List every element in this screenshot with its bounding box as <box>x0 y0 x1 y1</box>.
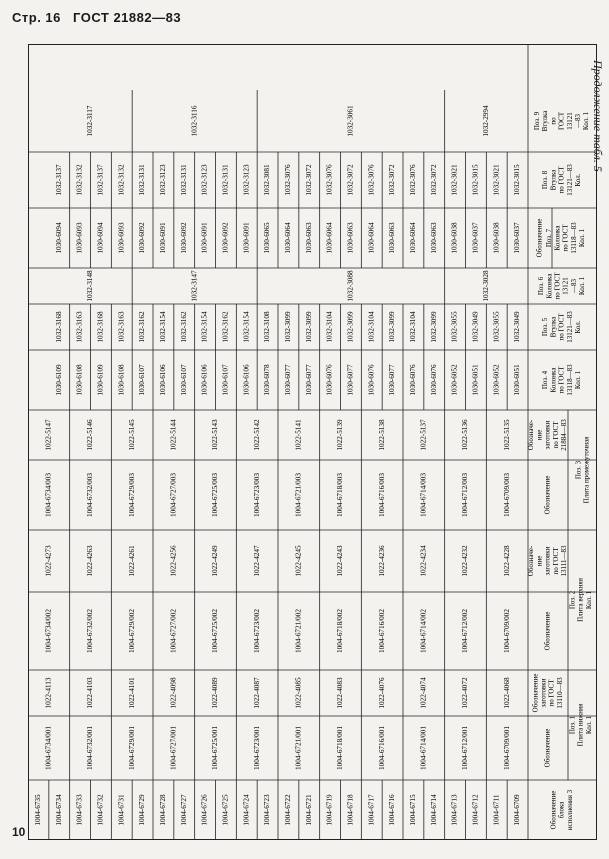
table-cell: 1030-6052 <box>450 364 459 396</box>
table-cell: 1004-6727/003 <box>169 473 178 517</box>
table-cell: 1032-3076 <box>284 164 293 196</box>
spec-table <box>28 44 597 840</box>
table-cell: 1030-6091 <box>242 222 251 254</box>
column-header-text: Обозначе- <box>527 545 536 577</box>
table-cell: 1030-6077 <box>346 364 355 396</box>
table-cell: 1004-6714/003 <box>419 473 428 517</box>
table-cell: 1022-5141 <box>294 419 303 451</box>
table-cell: 1030-6063 <box>304 222 313 254</box>
table-cell: 1030-6051 <box>471 364 480 396</box>
table-cell: 1022-4232 <box>461 545 470 577</box>
table-cell: 1030-6092 <box>179 222 188 254</box>
table-cell: 1004-6718/003 <box>336 473 345 517</box>
table-cell: 1030-6108 <box>75 364 84 396</box>
table-cell: 1032-3104 <box>409 311 418 343</box>
table-cell: 1022-5144 <box>169 419 178 451</box>
table-cell: 1004-6719 <box>325 794 334 826</box>
table-cell: 1004-6726 <box>200 794 209 826</box>
column-header-text: 13121—83 <box>565 311 574 343</box>
table-cell: 1032-3021 <box>450 164 459 196</box>
table-cell: 1032-3162 <box>138 311 147 343</box>
column-header-text: Поз. 2 <box>568 590 577 610</box>
table-cell: 1004-6729 <box>138 794 147 826</box>
table-cell: 1032-3072 <box>304 164 313 196</box>
column-header-text: 13121 <box>561 277 570 295</box>
table-cell: 1032-3081 <box>263 164 272 196</box>
table-cell: 1004-6721/003 <box>294 473 303 517</box>
table-cell: 1004-6727/001 <box>169 726 178 770</box>
table-cell: 1030-6037 <box>513 222 522 254</box>
table-cell: 1022-5135 <box>502 419 511 451</box>
table-cell: 1004-6718/002 <box>336 609 345 653</box>
table-cell: 1030-6094 <box>54 222 63 254</box>
table-cell: 1022-5139 <box>336 419 345 451</box>
column-header-text: заготовки <box>543 546 552 576</box>
column-header-text: Плита нижняя <box>576 703 585 747</box>
column-header-text: Поз. 3 <box>574 460 583 480</box>
table-cell: 1030-6037 <box>471 222 480 254</box>
table-cell: 1004-6716/002 <box>377 609 386 653</box>
column-header-text: 21884—83 <box>560 419 569 451</box>
table-cell: 1004-6732 <box>96 794 105 826</box>
table-cell: 1032-3137 <box>54 164 63 196</box>
column-header-text: 13118—83 <box>565 364 574 396</box>
table-cell: 1032-3099 <box>284 311 293 343</box>
table-cell: 1030-6076 <box>409 364 418 396</box>
table-cell: 1004-6716/001 <box>377 726 386 770</box>
column-header-text: по ГОСТ <box>557 166 566 194</box>
table-cell: 1004-6714 <box>429 794 438 826</box>
table-cell: 1022-4245 <box>294 545 303 577</box>
table-cell: 1022-4236 <box>377 545 386 577</box>
table-cell: 1032-3076 <box>325 164 334 196</box>
table-cell: 1032-3055 <box>492 311 501 343</box>
column-header-text: по ГОСТ <box>551 547 560 575</box>
table-cell: 1022-4261 <box>127 545 136 577</box>
table-cell: 1032-3168 <box>54 311 63 343</box>
column-header-text: Колонка <box>553 225 562 251</box>
table-cell: 1022-5138 <box>377 419 386 451</box>
table-cell: 1004-6712 <box>471 794 480 826</box>
table-cell: 1032-3076 <box>367 164 376 196</box>
table-cell: 1032-3123 <box>242 164 251 196</box>
table-cell: 1030-6108 <box>117 364 126 396</box>
table-cell: 1004-6721 <box>304 794 313 826</box>
column-header-text: Поз. 1 <box>568 715 577 735</box>
table-cell: 1032-3131 <box>221 164 230 196</box>
table-cell: 1032-3131 <box>138 164 147 196</box>
column-header-text: заготовки <box>539 678 548 708</box>
table-cell: 1032-3123 <box>159 164 168 196</box>
table-cell: 1004-6711 <box>492 794 501 826</box>
column-header-text: Кол. 1 <box>578 228 587 248</box>
table-cell: 1032-3131 <box>179 164 188 196</box>
table-cell: 1004-6733 <box>75 794 84 826</box>
table-cell: 1022-4103 <box>86 677 95 709</box>
page-number: Стр. 16 <box>12 10 61 25</box>
table-cell: 1004-6725/002 <box>211 609 220 653</box>
table-cell: 1022-4101 <box>127 677 136 709</box>
table-cell: 1032-3132 <box>117 164 126 196</box>
table-cell: 1030-6078 <box>263 364 272 396</box>
column-header-text: —83 <box>574 114 583 128</box>
table-cell: 1004-6712/003 <box>461 473 470 517</box>
table-cell: 1032-3104 <box>325 311 334 343</box>
table-cell: 1004-6723/003 <box>252 473 261 517</box>
table-cell: 1030-6064 <box>325 222 334 254</box>
table-cell: 1032-3088 <box>346 270 355 302</box>
table-cell: 1004-6712/002 <box>461 609 470 653</box>
table-cell: 1022-4098 <box>169 677 178 709</box>
column-header-text: 13121 <box>565 112 574 130</box>
table-cell: 1030-6076 <box>429 364 438 396</box>
table-cell: 1004-6727 <box>179 794 188 826</box>
column-header-text: Поз. 4 <box>541 370 550 390</box>
standard-code: ГОСТ 21882—83 <box>73 10 182 25</box>
table-cell: 1022-5146 <box>86 419 95 451</box>
table-cell: 1032-3099 <box>429 311 438 343</box>
table-cell: 1004-6729/001 <box>127 726 136 770</box>
table-cell: 1004-6718/001 <box>336 726 345 770</box>
column-header-text: Втулка <box>549 169 558 191</box>
column-header-text: Обозначение <box>543 611 552 651</box>
table-cell: 1032-3137 <box>96 164 105 196</box>
table-cell: 1032-2994 <box>481 105 490 137</box>
table-cell: 1022-5136 <box>461 419 470 451</box>
column-header-text: Кол. 1 <box>584 715 593 735</box>
column-header-text: Кол. 1 <box>578 276 587 296</box>
table-cell: 1030-6109 <box>96 364 105 396</box>
column-header-text: ние <box>535 429 544 441</box>
table-cell: 1004-6721/001 <box>294 726 303 770</box>
table-cell: 1032-3147 <box>190 270 199 302</box>
column-header-text: Поз. 6 <box>537 276 546 296</box>
column-header-text: —83 <box>569 279 578 293</box>
table-cell: 1004-6723/001 <box>252 726 261 770</box>
table-cell: 1022-4263 <box>86 545 95 577</box>
table-cell: 1022-4089 <box>211 677 220 709</box>
table-cell: 1030-6077 <box>284 364 293 396</box>
column-header-text: 13111—83 <box>560 545 569 577</box>
table-cell: 1030-6063 <box>429 222 438 254</box>
table-cell: 1022-5145 <box>127 419 136 451</box>
table-cell: 1030-6064 <box>367 222 376 254</box>
table-cell: 1004-6722 <box>284 794 293 826</box>
table-cell: 1032-3154 <box>242 311 251 343</box>
table-cell: 1004-6709 <box>513 794 522 826</box>
table-cell: 1022-4249 <box>211 545 220 577</box>
column-header-text: Плита промежуточная <box>582 436 591 504</box>
column-header-text: по <box>549 117 558 125</box>
table-cell: 1030-6038 <box>450 222 459 254</box>
table-cell: 1032-3055 <box>450 311 459 343</box>
table-cell: 1032-3154 <box>200 311 209 343</box>
table-cell: 1004-6717 <box>367 794 376 826</box>
table-cell: 1004-6713 <box>450 794 459 826</box>
table-cell: 1032-3123 <box>200 164 209 196</box>
column-header-text: Поз. 8 <box>541 170 550 190</box>
column-header-text: Обозначение <box>543 728 552 768</box>
table-cell: 1004-6709/001 <box>502 726 511 770</box>
table-cell: 1030-6107 <box>179 364 188 396</box>
table-cell: 1030-6094 <box>96 222 105 254</box>
column-header-text: блока <box>557 801 566 819</box>
column-header-text: Поз. 5 <box>541 317 550 337</box>
table-cell: 1022-4256 <box>169 545 178 577</box>
table-cell: 1004-6732/003 <box>86 473 95 517</box>
table-cell: 1032-3116 <box>190 105 199 137</box>
table-cell: 1032-3148 <box>86 270 95 302</box>
column-header-text: Поз. 9 <box>533 111 542 131</box>
column-header-text: по ГОСТ <box>557 313 566 341</box>
page-footer-mark: 10 <box>12 825 26 839</box>
table-cell: 1032-3154 <box>159 311 168 343</box>
table-cell: 1022-4085 <box>294 677 303 709</box>
table-cell: 1030-6106 <box>200 364 209 396</box>
table-cell: 1032-3099 <box>388 311 397 343</box>
table-cell: 1030-6092 <box>221 222 230 254</box>
column-header-text: 13110—83 <box>555 677 564 709</box>
table-cell: 1004-6734 <box>54 794 63 826</box>
column-header-text: Кол. 1 <box>584 590 593 610</box>
table-cell: 1032-3132 <box>75 164 84 196</box>
table-cell: 1030-6076 <box>325 364 334 396</box>
table-cell: 1030-6052 <box>492 364 501 396</box>
page-header <box>12 10 189 25</box>
table-cell: 1004-6732/002 <box>86 609 95 653</box>
table-cell: 1022-4247 <box>252 545 261 577</box>
table-cell: 1022-4072 <box>461 677 470 709</box>
table-cell: 1032-3163 <box>117 311 126 343</box>
column-header-text: Плита верхняя <box>576 578 585 622</box>
spec-table-svg <box>28 44 597 840</box>
column-header-text: Кол. 1 <box>574 370 583 390</box>
table-cell: 1004-6721/002 <box>294 609 303 653</box>
table-cell: 1022-4068 <box>502 677 511 709</box>
column-header-text: по ГОСТ <box>553 272 562 300</box>
table-cell: 1032-3015 <box>513 164 522 196</box>
column-header-text: Обозначение <box>531 673 540 713</box>
table-cell: 1004-6731 <box>117 794 126 826</box>
table-cell: 1030-6109 <box>54 364 63 396</box>
table-cell: 1030-6106 <box>242 364 251 396</box>
table-cell: 1022-4243 <box>336 545 345 577</box>
table-cell: 1032-3117 <box>86 105 95 137</box>
table-cell: 1022-5137 <box>419 419 428 451</box>
table-cell: 1022-4273 <box>44 545 53 577</box>
table-cell: 1022-5143 <box>211 419 220 451</box>
table-cell: 1004-6718 <box>346 794 355 826</box>
table-cell: 1004-6728 <box>159 794 168 826</box>
table-cell: 1030-6091 <box>200 222 209 254</box>
table-cell: 1004-6725/003 <box>211 473 220 517</box>
table-cell: 1032-3099 <box>304 311 313 343</box>
table-cell: 1004-6725/001 <box>211 726 220 770</box>
table-cell: 1032-3099 <box>346 311 355 343</box>
table-cell: 1032-3049 <box>513 311 522 343</box>
table-cell: 1032-3104 <box>367 311 376 343</box>
table-cell: 1032-3162 <box>179 311 188 343</box>
table-cell: 1032-3072 <box>346 164 355 196</box>
table-cell: 1032-3015 <box>471 164 480 196</box>
column-header-text: по ГОСТ <box>561 224 570 252</box>
column-header-text: по ГОСТ <box>547 679 556 707</box>
table-cell: 1030-6107 <box>221 364 230 396</box>
column-header-text: Втулка <box>549 316 558 338</box>
table-cell: 1030-6063 <box>346 222 355 254</box>
table-cell: 1032-3021 <box>492 164 501 196</box>
column-header-text: Колонка <box>549 367 558 393</box>
table-cell: 1032-3168 <box>96 311 105 343</box>
table-cell: 1030-6106 <box>159 364 168 396</box>
table-cell: 1030-6038 <box>492 222 501 254</box>
column-header-text: 13121—83 <box>565 164 574 196</box>
table-cell: 1022-5142 <box>252 419 261 451</box>
table-continuation-label: Продолжение табл. 5 <box>591 60 605 172</box>
column-header-text: по ГОСТ <box>551 421 560 449</box>
table-cell: 1004-6715 <box>409 794 418 826</box>
table-cell: 1004-6727/002 <box>169 609 178 653</box>
column-header-text: исполнения 3 <box>565 789 574 831</box>
table-cell: 1004-6732/001 <box>86 726 95 770</box>
table-cell: 1004-6735 <box>34 794 43 826</box>
table-cell: 1030-6077 <box>304 364 313 396</box>
table-cell: 1022-4083 <box>336 677 345 709</box>
table-cell: 1004-6724 <box>242 794 251 826</box>
table-cell: 1030-6093 <box>117 222 126 254</box>
table-cell: 1004-6714/002 <box>419 609 428 653</box>
column-header-text: Кол. <box>574 173 583 187</box>
table-cell: 1004-6723 <box>263 794 272 826</box>
table-cell: 1022-4074 <box>419 677 428 709</box>
column-header-text: Обозначе- <box>527 419 536 451</box>
table-cell: 1022-4087 <box>252 677 261 709</box>
table-cell: 1030-6051 <box>513 364 522 396</box>
table-cell: 1030-6077 <box>388 364 397 396</box>
table-cell: 1004-6712/001 <box>461 726 470 770</box>
table-cell: 1030-6064 <box>284 222 293 254</box>
column-header-text: заготовки <box>543 420 552 450</box>
table-cell: 1030-6092 <box>138 222 147 254</box>
column-header-text: Обозначение <box>543 475 552 515</box>
table-cell: 1004-6734/002 <box>44 609 53 653</box>
column-header-text: по ГОСТ <box>557 366 566 394</box>
table-cell: 1022-5147 <box>44 419 53 451</box>
table-cell: 1004-6714/001 <box>419 726 428 770</box>
table-cell: 1032-3049 <box>471 311 480 343</box>
table-cell: 1022-4076 <box>377 677 386 709</box>
table-cell: 1032-3076 <box>409 164 418 196</box>
column-header-text: Поз. 7 <box>545 228 554 248</box>
table-cell: 1004-6729/002 <box>127 609 136 653</box>
table-cell: 1004-6723/002 <box>252 609 261 653</box>
table-cell: 1032-3163 <box>75 311 84 343</box>
table-cell: 1022-4113 <box>44 677 53 709</box>
table-cell: 1032-3028 <box>481 270 490 302</box>
table-cell: 1030-6063 <box>388 222 397 254</box>
column-header-text: Колонка <box>545 273 554 299</box>
table-cell: 1004-6734/001 <box>44 726 53 770</box>
table-frame <box>29 45 597 840</box>
column-subheader-text: Обозначение <box>535 218 544 258</box>
table-cell: 1022-4234 <box>419 545 428 577</box>
table-cell: 1032-3162 <box>221 311 230 343</box>
table-cell: 1030-6064 <box>409 222 418 254</box>
column-header-text: 13118—83 <box>569 222 578 254</box>
column-header-text: ние <box>535 555 544 567</box>
table-cell: 1030-6093 <box>75 222 84 254</box>
table-cell: 1004-6734/003 <box>44 473 53 517</box>
table-cell: 1030-6076 <box>367 364 376 396</box>
table-cell: 1004-6729/003 <box>127 473 136 517</box>
column-header-text: Втулка <box>541 110 550 132</box>
column-header-text: Кол. 1 <box>582 111 591 131</box>
table-cell: 1032-3108 <box>263 311 272 343</box>
table-cell: 1030-6107 <box>138 364 147 396</box>
column-header-text: ГОСТ <box>557 112 566 130</box>
column-header-text: Обозначение <box>549 790 558 830</box>
table-cell: 1004-6716 <box>388 794 397 826</box>
table-cell: 1004-6709/003 <box>502 473 511 517</box>
table-cell: 1032-3061 <box>346 105 355 137</box>
column-header-text: Кол. <box>574 320 583 334</box>
table-cell: 1004-6716/003 <box>377 473 386 517</box>
table-cell: 1004-6725 <box>221 794 230 826</box>
table-cell: 1030-6065 <box>263 222 272 254</box>
table-cell: 1032-3072 <box>429 164 438 196</box>
table-cell: 1022-4228 <box>502 545 511 577</box>
table-cell: 1030-6091 <box>159 222 168 254</box>
table-cell: 1032-3072 <box>388 164 397 196</box>
table-cell: 1004-6709/002 <box>502 609 511 653</box>
